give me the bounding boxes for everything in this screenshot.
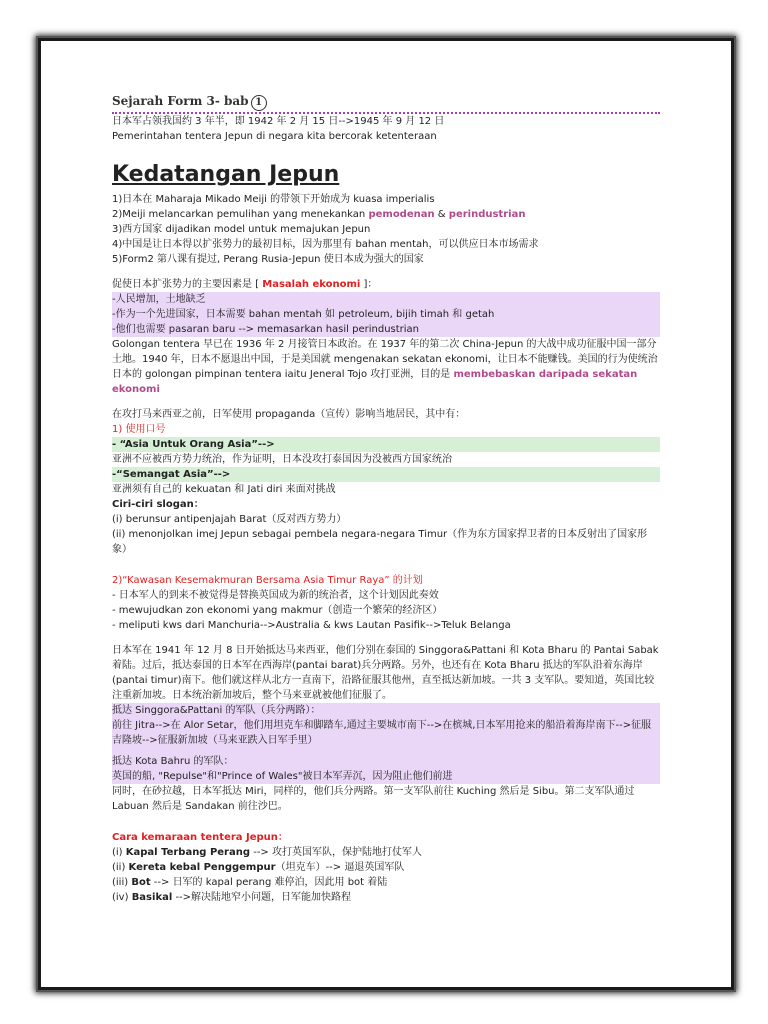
factor-item: -作为一个先进国家，日本需要 bahan mentah 如 petroleum, bijih timah 和 getah (112, 309, 495, 320)
sub-heading: Cara kemaraan tentera Jepun： (112, 832, 288, 843)
key-term: Bot (131, 877, 151, 888)
key-term: Basikal (131, 892, 173, 903)
text: --> 日军的 kapal perang 难停泊，因此用 bot 着陆 (150, 877, 388, 888)
text: --> 攻打英国军队，保护陆地打仗军人 (250, 847, 422, 858)
list-item: (ii) menonjolkan imej Jepun sebagai pembela negara-negara Timur（作为东方国家捍卫者的日本反射出了国家形象） (112, 529, 648, 555)
list-item: 1)日本在 Maharaja Mikado Meiji 的带领下开始成为 kuasa imperialis (112, 194, 435, 205)
route-title: 抵达 Singgora&Pattani 的军队（兵分两路）： (112, 705, 321, 716)
text: -->解决陆地窄小问题，日军能加快路程 (172, 892, 352, 903)
sub-heading: 2)“Kawasan Kesemakmuran Bersama Asia Timur Raya” 的计划 (112, 575, 423, 586)
text: Golongan tentera 早已在 1936 年 2 月接管日本政治。在 1937 年的第二次 China-Jepun 的大战中成功征服中国一部分土地。1940 年，日本不愿退出中国，于是美国就 mengenakan sekatan ekonomi，让日本不能赚钱。美国的行为使统治日本的 golongan pimpinan tentera iaitu Jeneral Tojo 攻打亚洲，目的是 (112, 339, 658, 380)
list-item: 5)Form2 第八课有提过, Perang Rusia-Jepun 使日本成为强大的国家 (112, 254, 424, 265)
slogan-banner: -“Semangat Asia”--> (112, 467, 660, 482)
text: 促使日本扩张势力的主要因素是 [ (112, 279, 263, 290)
key-term: Masalah ekonomi (262, 279, 361, 290)
list-item: 4)中国是让日本得以扩张势力的最初目标，因为那里有 bahan mentah，可以供应日本市场需求 (112, 239, 539, 250)
list-item (112, 207, 660, 222)
paragraph: 在攻打马来西亚之前，日军使用 propaganda（宣传）影响当地居民，其中有： (112, 409, 466, 420)
list-item (112, 845, 660, 860)
list-item (112, 890, 660, 905)
paragraph: 同时，在砂拉越，日本军抵达 Miri，同样的，他们兵分两路。第一支军队前往 Kuching 然后是 Sibu。第二支军队通过 Labuan 然后是 Sandakan 前往沙巴。 (112, 786, 635, 812)
list-item: 3)西方国家 dijadikan model untuk memajukan Jepun (112, 224, 371, 235)
chapter-number-badge: 1 (251, 95, 267, 111)
factor-item: -人民增加，土地缺乏 (112, 294, 206, 305)
list-item: - meliputi kws dari Manchuria-->Australia & kws Lautan Pasifik-->Teluk Belanga (112, 620, 511, 631)
slogan-description: 亚洲须有自己的 kekuatan 和 Jati diri 来面对挑战 (112, 484, 336, 495)
header-line-1: 日本军占领我国约 3 年半，即 1942 年 2 月 15 日-->1945 年 9 月 12 日 (112, 116, 445, 127)
header-line-2: Pemerintahan tentera Jepun di negara kita bercorak ketenteraan (112, 131, 437, 142)
document-body (112, 94, 660, 905)
text: & (434, 209, 449, 220)
text: ]： (360, 279, 378, 290)
route-title: 抵达 Kota Bahru 的军队： (112, 756, 234, 767)
text: (i) (112, 847, 126, 858)
sub-heading: 1) 使用口号 (112, 424, 166, 435)
key-term: Kereta kebal Penggempur (128, 862, 276, 873)
list-item: (i) berunsur antipenjajah Barat（反对西方势力） (112, 514, 347, 525)
text: 2)Meiji melancarkan pemulihan yang menekankan (112, 209, 369, 220)
sub-heading: Ciri-ciri slogan： (112, 499, 204, 510)
highlight-term: membebaskan daripada sekatan ekonomi (112, 369, 638, 395)
list-item (112, 875, 660, 890)
slogan-banner: - “Asia Untuk Orang Asia”--> (112, 437, 660, 452)
paragraph: 日本军在 1941 年 12 月 8 日开始抵达马来西亚，他们分别在泰国的 Singgora&Pattani 和 Kota Bharu 的 Pantai Sabak 着陆。过后，抵达泰国的日本军在西海岸(pantai barat)兵分两路。另外，也还有在 Kota Bharu 抵达的军队沿着东海岸(pantai timur)南下。他们就这样从北方一直南下，沿路征服其他州，直至抵达新加坡。一共 3 支军队。要知道，英国比较注重新加坡。日本统治新加坡后，整个马来亚就被他们征服了。 (112, 645, 659, 701)
factor-intro (112, 277, 660, 292)
section-heading: Kedatangan Jepun (112, 162, 340, 187)
route-text: 前往 Jitra-->在 Alor Setar，他们用坦克车和脚踏车,通过主要城市南下-->在槟城,日本军用抢来的船沿着海岸南下-->征服吉隆坡-->征服新加坡（马来亚跌入日军手里） (112, 720, 652, 746)
list-item (112, 860, 660, 875)
text: (iv) (112, 892, 132, 903)
text: （坦克车）--> 逼退英国军队 (275, 862, 405, 873)
factor-box (112, 292, 660, 337)
route-box (112, 703, 660, 784)
factor-item: -他们也需要 pasaran baru --> memasarkan hasil perindustrian (112, 324, 420, 335)
highlight-term: perindustrian (448, 209, 526, 220)
highlight-term: pemodenan (368, 209, 435, 220)
text: (iii) (112, 877, 132, 888)
slogan-description: 亚洲不应被西方势力统治，作为证明，日本没攻打泰国因为没被西方国家统治 (112, 454, 452, 465)
title-text: Sejarah Form 3- bab (112, 94, 249, 108)
text: (ii) (112, 862, 129, 873)
list-item: - 日本军人的到来不被觉得是替换英国成为新的统治者，这个计划因此奏效 (112, 590, 439, 601)
key-term: Kapal Terbang Perang (125, 847, 251, 858)
paragraph (112, 337, 660, 397)
list-item: - mewujudkan zon ekonomi yang makmur（创造一个繁荣的经济区） (112, 605, 443, 616)
document-title (112, 94, 660, 114)
route-text: 英国的船, "Repulse"和"Prince of Wales"被日本军弄沉，因为阻止他们前进 (112, 771, 453, 782)
